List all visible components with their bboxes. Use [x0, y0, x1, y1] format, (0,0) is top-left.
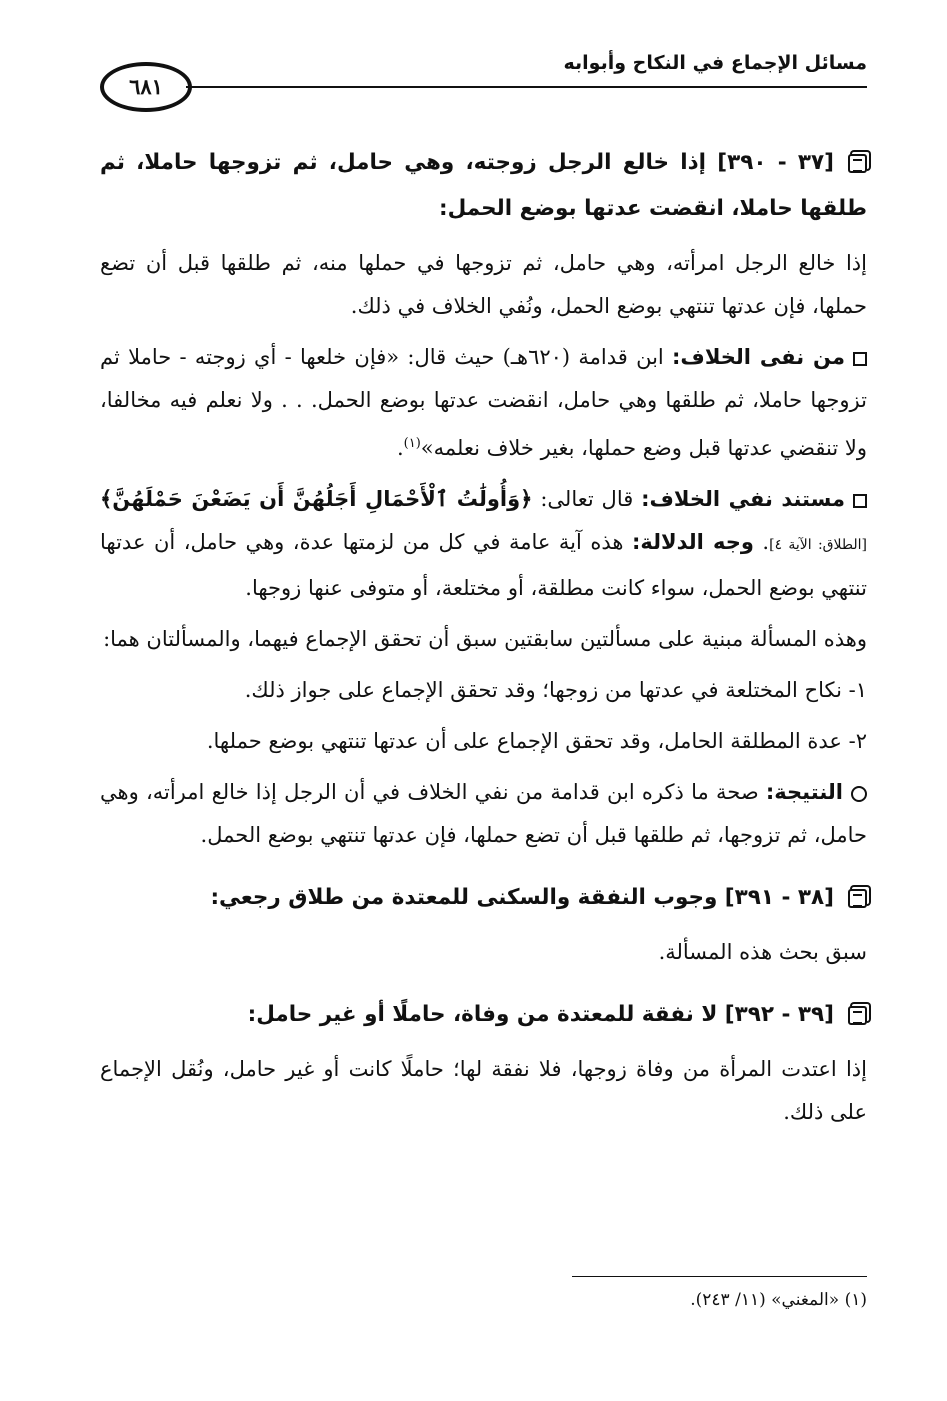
- page-body: [100, 140, 867, 1142]
- question-heading-text: [٣٧ - ٣٩٠] إذا خالع الرجل زوجته، وهي حامل، ثم تزوجها حاملا، ثم طلقها حاملا، انقضت عدتها بوضع الحمل:: [100, 150, 867, 221]
- paragraph: [100, 771, 867, 857]
- square-bullet-icon: [853, 352, 867, 366]
- paragraph: إذا خالع الرجل امرأته، وهي حامل، ثم تزوجها في حملها منه، ثم طلقها قبل أن تضع حملها، فإن عدتها تنتهي بوضع الحمل، ونُفي الخلاف في ذلك.: [100, 251, 867, 318]
- section-label: وجه الدلالة:: [631, 530, 754, 554]
- circle-bullet-icon: [851, 786, 867, 802]
- section-label: النتيجة:: [765, 780, 843, 804]
- paragraph-text: هذه آية عامة في كل من لزمتها عدة، وهي حامل، أن عدتها تنتهي بوضع الحمل، سواء كانت مطلقة، أو مختلعة، أو متوفى عنها زوجها.: [100, 530, 867, 600]
- footnote-ref: (١): [403, 436, 421, 451]
- paragraph: مستند نفي الخلاف: قال تعالى: ﴿وَأُولَٰتُ ٱلْأَحْمَالِ أَجَلُهُنَّ أَن يَضَعْنَ حَمْلَهُنَّ﴾ [الطلاق: الآية ٤]. وجه الدلالة: هذه آية عامة في كل من لزمتها عدة، وهي حامل، أن عدتها تنتهي بوضع الحمل، سواء كانت مطلقة، أو مختلعة، أو متوفى عنها زوجها.: [100, 487, 867, 600]
- document-icon: [848, 154, 867, 173]
- question-heading: [100, 992, 867, 1038]
- paragraph: إذا اعتدت المرأة من وفاة زوجها، فلا نفقة لها؛ حاملًا كانت أو غير حامل، ونُقل الإجماع على ذلك.: [100, 1057, 867, 1124]
- verse-reference: [الطلاق: الآية ٤]: [769, 537, 867, 553]
- page-header: [100, 44, 867, 104]
- question-heading: [100, 875, 867, 921]
- quote-text: ابن قدامة (٦٢٠هـ) حيث قال: «فإن خلعها - أي زوجته - حاملا ثم تزوجها حاملا، ثم طلقها وهي حامل، انقضت عدتها بوضع الحمل. . . ولا نعلم فيه مخالفا، ولا تنقضي عدتها قبل وضع حملها، بغير خلاف نعلمه»: [100, 345, 867, 460]
- verse-intro: قال تعالى:: [540, 487, 634, 511]
- page-number: ٦٨١: [100, 62, 192, 112]
- running-title: مسائل الإجماع في النكاح وأبوابه: [563, 52, 867, 74]
- footnote: (١) «المغني» (١١/ ٢٤٣).: [690, 1290, 867, 1310]
- list-item: ٢- عدة المطلقة الحامل، وقد تحقق الإجماع على أن عدتها تنتهي بوضع حملها.: [206, 729, 867, 753]
- paragraph: سبق بحث هذه المسألة.: [658, 940, 867, 964]
- square-bullet-icon: [853, 494, 867, 508]
- quran-verse: ﴿وَأُولَٰتُ ٱلْأَحْمَالِ أَجَلُهُنَّ أَن يَضَعْنَ حَمْلَهُنَّ﴾: [100, 487, 533, 511]
- paragraph-text: صحة ما ذكره ابن قدامة من نفي الخلاف في أن الرجل إذا خالع امرأته، وهي حامل، ثم تزوجها، ثم طلقها قبل أن تضع حملها، فإن عدتها تنتهي بوضع الحمل.: [100, 780, 867, 847]
- paragraph: من نفى الخلاف: ابن قدامة (٦٢٠هـ) حيث قال: «فإن خلعها - أي زوجته - حاملا ثم تزوجها حاملا، ثم طلقها وهي حامل، انقضت عدتها بوضع الحمل. . . ولا نعلم فيه مخالفا، ولا تنقضي عدتها قبل وضع حملها، بغير خلاف نعلمه»$^{(١)}$.: [100, 345, 867, 460]
- list-item: ١- نكاح المختلعة في عدتها من زوجها؛ وقد تحقق الإجماع على جواز ذلك.: [244, 678, 867, 702]
- footnote-rule: [572, 1276, 867, 1277]
- question-heading-text: [٣٨ - ٣٩١] وجوب النفقة والسكنى للمعتدة من طلاق رجعي:: [210, 885, 834, 910]
- question-heading-text: [٣٩ - ٣٩٢] لا نفقة للمعتدة من وفاة، حاملًا أو غير حامل:: [247, 1002, 834, 1027]
- document-icon: [848, 1006, 867, 1025]
- paragraph: وهذه المسألة مبنية على مسألتين سابقتين سبق أن تحقق الإجماع فيهما، والمسألتان هما:: [103, 627, 867, 651]
- question-heading: [100, 140, 867, 232]
- section-label: مستند نفي الخلاف:: [641, 487, 845, 511]
- header-rule: [186, 86, 867, 88]
- document-icon: [848, 889, 867, 908]
- section-label: من نفى الخلاف:: [672, 345, 845, 369]
